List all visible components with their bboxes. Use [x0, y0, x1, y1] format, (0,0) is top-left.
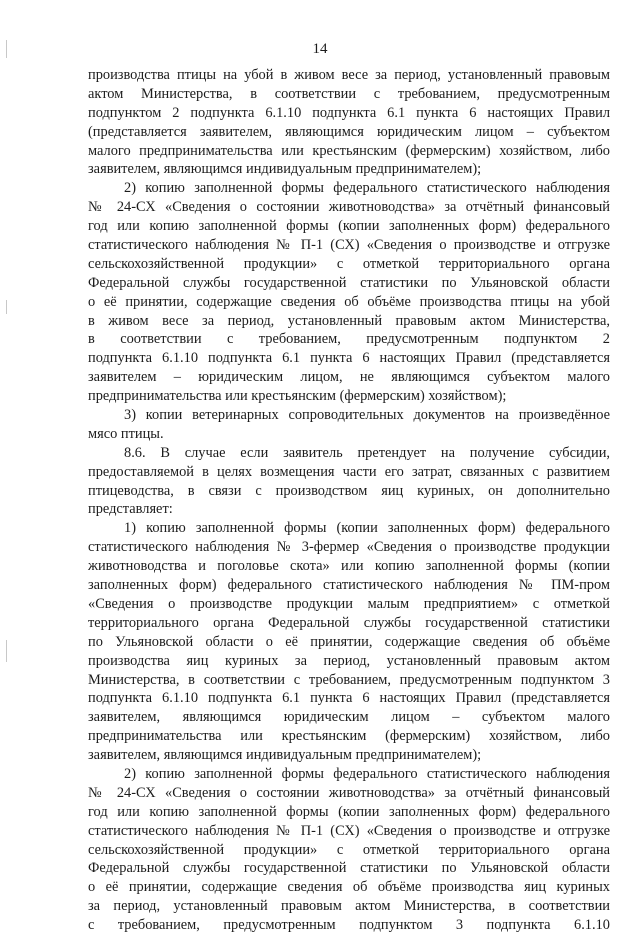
text-line: предоставляемой в целях возмещения части его затрат, связанных с развитием [88, 463, 610, 480]
text-line: в соответствии с требованием, предусмотренным подпунктом 2 [88, 331, 610, 348]
text-line: мясо птицы. [88, 425, 164, 442]
text-line: заявителем, являющимся юридическим лицом – субъектом малого [88, 709, 610, 726]
text-line: Федеральной службы государственной статистики по Ульяновской области [88, 860, 610, 877]
text-line: предпринимательства или крестьянским (фермерским) хозяйством); [88, 388, 507, 405]
text-line: животноводства и поголовье скота» или копию заполненной формы (копии [88, 558, 610, 575]
text-line: за период, установленный правовым актом Министерства, в соответствии [88, 898, 610, 915]
text-line: (представляется заявителем, являющимся юридическим лицом – субъектом [88, 123, 610, 140]
text-line: актом Министерства, в соответствии с требованием, предусмотренным [88, 85, 610, 102]
text-line: предпринимательства или крестьянским (фермерским) хозяйством, либо [88, 728, 610, 745]
text-line: представляет: [88, 501, 173, 518]
text-line: заявителем – юридическим лицом, не являющимся субъектом малого [88, 369, 610, 386]
document-body [88, 66, 610, 935]
text-line: территориального органа Федеральной службы государственной статистики [88, 614, 610, 631]
text-line: подпунктом 2 подпункта 6.1.10 подпункта 6.1 пункта 6 настоящих Правил [88, 104, 610, 121]
text-line: о её принятии, содержащие сведения об объёме производства птицы на убой [88, 293, 610, 310]
text-line: заполненных форм) федерального статистического наблюдения № ПМ-пром [88, 577, 610, 594]
text-line: о её принятии, содержащие сведения об объёме производства яиц куриных [88, 879, 610, 896]
text-line: статистического наблюдения № П-1 (СХ) «Сведения о производстве и отгрузке [88, 237, 610, 254]
text-line: производства яиц куриных за период, установленный правовым актом [88, 652, 610, 669]
text-line: с требованием, предусмотренным подпунктом 3 подпункта 6.1.10 [88, 917, 610, 934]
text-line: 2) копию заполненной формы федерального статистического наблюдения [124, 765, 610, 782]
text-line: производства птицы на убой в живом весе за период, установленный правовым [88, 67, 610, 83]
text-line: 2) копию заполненной формы федерального статистического наблюдения [124, 180, 610, 197]
text-line: заявителем, являющимся индивидуальным предпринимателем); [88, 161, 482, 178]
text-line: № 24-СХ «Сведения о состоянии животноводства» за отчётный финансовый [88, 784, 610, 801]
text-line: № 24-СХ «Сведения о состоянии животноводства» за отчётный финансовый [88, 199, 610, 216]
scan-edge-mark [6, 300, 7, 314]
text-line: подпункта 6.1.10 подпункта 6.1 пункта 6 настоящих Правил (представляется [88, 350, 610, 367]
text-line: статистического наблюдения № 3-фермер «Сведения о производстве продукции [88, 539, 610, 556]
text-line: в живом весе за период, установленный правовым актом Министерства, [88, 312, 610, 329]
page-number: 14 [312, 41, 328, 57]
text-line: малого предпринимательства или крестьянским (фермерским) хозяйством, либо [88, 142, 610, 159]
text-line: статистического наблюдения № П-1 (СХ) «Сведения о производстве и отгрузке [88, 822, 610, 839]
scan-edge-mark [6, 640, 7, 662]
text-line: год или копию заполненной формы (копии заполненных форм) федерального [88, 218, 610, 235]
text-line: год или копию заполненной формы (копии заполненных форм) федерального [88, 803, 610, 820]
text-line: сельскохозяйственной продукции» с отметкой территориального органа [88, 255, 610, 272]
text-line: по Ульяновской области о её принятии, содержащие сведения об объёме [88, 633, 610, 650]
text-line: подпункта 6.1.10 подпункта 6.1 пункта 6 настоящих Правил (представляется [88, 690, 610, 707]
text-line: Министерства, в соответствии с требованием, предусмотренным подпунктом 3 [88, 671, 610, 688]
text-line: «Сведения о производстве продукции малым предприятием» с отметкой [88, 595, 610, 612]
text-line: 8.6. В случае если заявитель претендует на получение субсидии, [124, 444, 610, 461]
text-line: Федеральной службы государственной статистики по Ульяновской области [88, 274, 610, 291]
text-line: сельскохозяйственной продукции» с отметкой территориального органа [88, 841, 610, 858]
text-line: птицеводства, в связи с производством яиц куриных, он дополнительно [88, 482, 610, 499]
text-line: заявителем, являющимся индивидуальным предпринимателем); [88, 747, 482, 764]
text-line: 1) копию заполненной формы (копии заполненных форм) федерального [124, 520, 610, 537]
text-line: 3) копии ветеринарных сопроводительных документов на произведённое [124, 407, 610, 424]
